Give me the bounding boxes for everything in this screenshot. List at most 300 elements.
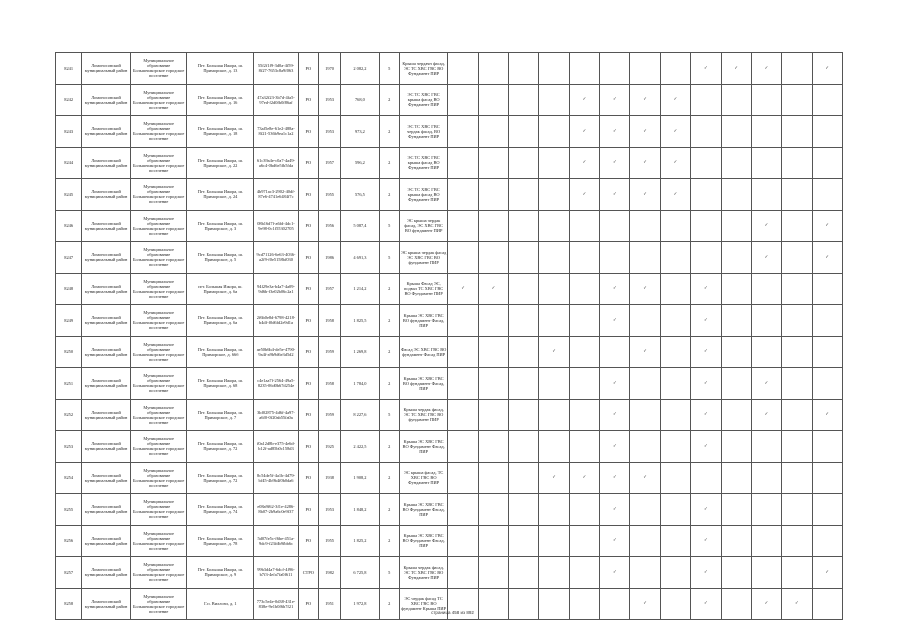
empty-check-cell xyxy=(539,399,569,431)
check-mark-icon: ✓ xyxy=(691,336,721,368)
empty-check-cell xyxy=(812,462,842,494)
empty-check-cell xyxy=(569,305,599,337)
empty-check-cell xyxy=(751,494,781,526)
empty-check-cell xyxy=(569,336,599,368)
table-row xyxy=(56,462,843,494)
empty-check-cell xyxy=(721,336,751,368)
code-cell: 73af5e8e-61e2-488a-8f21-536b9ea1c1a2 xyxy=(254,116,299,148)
empty-check-cell xyxy=(509,179,539,211)
code-cell: ae50b6b4-de5e-4790-9a4f-a9b9d6e3d5d2 xyxy=(254,336,299,368)
empty-check-cell xyxy=(448,147,478,179)
type-cell: РО xyxy=(298,588,318,620)
empty-check-cell xyxy=(812,84,842,116)
check-mark-icon: ✓ xyxy=(600,179,630,211)
row-number: 8254 xyxy=(56,462,82,494)
code-cell: 773c5e4e-0d38-431e-838e-9e1b0f6b7f21 xyxy=(254,588,299,620)
year-cell: 1953 xyxy=(318,494,340,526)
empty-check-cell xyxy=(448,242,478,274)
owner-cell: Муниципальное образование Большеижорское городское поселение xyxy=(130,431,187,463)
empty-check-cell xyxy=(630,305,660,337)
code-cell: 61c39a4e-c0a7-4a49-a6c4-0bd6e5fb5fda xyxy=(254,147,299,179)
area-cell: 2 422,5 xyxy=(341,431,379,463)
year-cell: 1986 xyxy=(318,242,340,274)
empty-check-cell xyxy=(721,84,751,116)
empty-check-cell xyxy=(660,525,690,557)
empty-check-cell xyxy=(782,116,812,148)
works-cell: ЭС крыша чердак фасад, ЭС ХВС ГВС ВО фундамент ПИР xyxy=(399,210,448,242)
owner-cell: Муниципальное образование Большеижорское городское поселение xyxy=(130,116,187,148)
empty-check-cell xyxy=(509,431,539,463)
empty-check-cell xyxy=(478,431,508,463)
check-mark-icon: ✓ xyxy=(630,588,660,620)
empty-check-cell xyxy=(721,399,751,431)
empty-check-cell xyxy=(660,462,690,494)
code-cell: 4b971ac3-2902-40df-87e6-4741e6484f7c xyxy=(254,179,299,211)
empty-check-cell xyxy=(509,84,539,116)
empty-check-cell xyxy=(630,557,660,589)
empty-check-cell xyxy=(782,462,812,494)
check-mark-icon: ✓ xyxy=(751,53,781,85)
table-row xyxy=(56,399,843,431)
area-cell: 1 825,2 xyxy=(341,525,379,557)
area-cell: 5 087,4 xyxy=(341,210,379,242)
check-mark-icon: ✓ xyxy=(751,588,781,620)
year-cell: 1953 xyxy=(318,84,340,116)
empty-check-cell xyxy=(721,273,751,305)
check-mark-icon: ✓ xyxy=(600,368,630,400)
empty-check-cell xyxy=(448,53,478,85)
address-cell: пгт. Большая Ижора, ш. Приморское, д. 6а xyxy=(187,273,254,305)
type-cell: РО xyxy=(298,399,318,431)
check-mark-icon: ✓ xyxy=(751,210,781,242)
district-cell: Ломоносовский муниципальный район xyxy=(82,336,131,368)
check-mark-icon: ✓ xyxy=(600,431,630,463)
works-cell: Фасад ЭС ХВС ГВС ВО фундамент Фасад ПИР xyxy=(399,336,448,368)
empty-check-cell xyxy=(721,525,751,557)
area-cell: 576,5 xyxy=(341,179,379,211)
empty-check-cell xyxy=(782,179,812,211)
area-cell: 2 082,2 xyxy=(341,53,379,85)
empty-check-cell xyxy=(782,147,812,179)
type-cell: РО xyxy=(298,242,318,274)
empty-check-cell xyxy=(509,557,539,589)
address-cell: Пгт. Большая Ижора, ш. Приморское, д. 66б xyxy=(187,336,254,368)
check-mark-icon: ✓ xyxy=(600,147,630,179)
year-cell: 1956 xyxy=(318,210,340,242)
empty-check-cell xyxy=(782,210,812,242)
address-cell: Пгт. Большая Ижора, ш. Приморское, д. 7 xyxy=(187,399,254,431)
code-cell: 8c54de5f-4a1b-4d79-bf45-4b9b4f0b0da6 xyxy=(254,462,299,494)
empty-check-cell xyxy=(660,368,690,400)
empty-check-cell xyxy=(509,494,539,526)
count-cell: 2 xyxy=(379,84,399,116)
address-cell: Пгт. Большая Ижора, ш. Приморское, д. 78 xyxy=(187,525,254,557)
empty-check-cell xyxy=(448,431,478,463)
empty-check-cell xyxy=(569,273,599,305)
check-mark-icon: ✓ xyxy=(569,147,599,179)
district-cell: Ломоносовский муниципальный район xyxy=(82,588,131,620)
empty-check-cell xyxy=(660,273,690,305)
row-number: 8241 xyxy=(56,53,82,85)
empty-check-cell xyxy=(812,305,842,337)
empty-check-cell xyxy=(600,53,630,85)
row-number: 8253 xyxy=(56,431,82,463)
empty-check-cell xyxy=(569,494,599,526)
check-mark-icon: ✓ xyxy=(569,116,599,148)
count-cell: 2 xyxy=(379,525,399,557)
empty-check-cell xyxy=(478,53,508,85)
empty-check-cell xyxy=(721,494,751,526)
district-cell: Ломоносовский муниципальный район xyxy=(82,462,131,494)
table-row xyxy=(56,431,843,463)
row-number: 8252 xyxy=(56,399,82,431)
empty-check-cell xyxy=(721,557,751,589)
count-cell: 2 xyxy=(379,431,399,463)
empty-check-cell xyxy=(569,399,599,431)
empty-check-cell xyxy=(630,431,660,463)
table-row xyxy=(56,557,843,589)
empty-check-cell xyxy=(600,242,630,274)
check-mark-icon: ✓ xyxy=(600,494,630,526)
address-cell: Пгт. Большая Ижора, ш. Приморское, д. 16 xyxy=(187,84,254,116)
empty-check-cell xyxy=(782,84,812,116)
empty-check-cell xyxy=(539,273,569,305)
area-cell: 1 908,2 xyxy=(341,462,379,494)
area-cell: 768,0 xyxy=(341,84,379,116)
empty-check-cell xyxy=(478,557,508,589)
year-cell: 1958 xyxy=(318,305,340,337)
empty-check-cell xyxy=(721,305,751,337)
empty-check-cell xyxy=(660,494,690,526)
empty-check-cell xyxy=(812,494,842,526)
works-cell: ЭС ТС ХВС ГВС крыша фасад ВО Фундамент ПИР xyxy=(399,147,448,179)
address-cell: Пгт. Большая Ижора, ш. Приморское, д. 3 xyxy=(187,210,254,242)
empty-check-cell xyxy=(478,116,508,148)
empty-check-cell xyxy=(448,494,478,526)
count-cell: 5 xyxy=(379,242,399,274)
check-mark-icon: ✓ xyxy=(751,242,781,274)
check-mark-icon: ✓ xyxy=(660,116,690,148)
address-cell: Пгт. Большая Ижора, ш. Приморское, д. 18 xyxy=(187,116,254,148)
check-mark-icon: ✓ xyxy=(812,399,842,431)
empty-check-cell xyxy=(751,305,781,337)
empty-check-cell xyxy=(509,53,539,85)
district-cell: Ломоносовский муниципальный район xyxy=(82,84,131,116)
check-mark-icon: ✓ xyxy=(691,273,721,305)
table-row xyxy=(56,84,843,116)
empty-check-cell xyxy=(448,84,478,116)
check-mark-icon: ✓ xyxy=(691,557,721,589)
row-number: 8250 xyxy=(56,336,82,368)
register-table-body xyxy=(56,53,843,620)
check-mark-icon: ✓ xyxy=(812,210,842,242)
district-cell: Ломоносовский муниципальный район xyxy=(82,210,131,242)
empty-check-cell xyxy=(812,179,842,211)
empty-check-cell xyxy=(600,210,630,242)
empty-check-cell xyxy=(812,336,842,368)
address-cell: Пгт. Большая Ижора, ш. Приморское, д. 74 xyxy=(187,494,254,526)
empty-check-cell xyxy=(630,210,660,242)
table-row xyxy=(56,494,843,526)
empty-check-cell xyxy=(630,494,660,526)
empty-check-cell xyxy=(751,84,781,116)
count-cell: 2 xyxy=(379,179,399,211)
address-cell: Пгт. Большая Ижора, ш. Приморское, д. 72 xyxy=(187,431,254,463)
empty-check-cell xyxy=(509,368,539,400)
empty-check-cell xyxy=(660,399,690,431)
check-mark-icon: ✓ xyxy=(478,273,508,305)
count-cell: 2 xyxy=(379,336,399,368)
check-mark-icon: ✓ xyxy=(448,273,478,305)
empty-check-cell xyxy=(660,53,690,85)
works-cell: Крыша чердак фасад, ЭС ТС ХВС ГВС ВО фундамент ПИР xyxy=(399,399,448,431)
empty-check-cell xyxy=(782,557,812,589)
table-row xyxy=(56,305,843,337)
type-cell: СТРО xyxy=(298,557,318,589)
works-cell: Крыша ЭС ХВС ГВС ВО Фундамент Фасад, ПИР xyxy=(399,431,448,463)
check-mark-icon: ✓ xyxy=(691,305,721,337)
count-cell: 2 xyxy=(379,147,399,179)
empty-check-cell xyxy=(782,431,812,463)
works-cell: Крыша чердак фасад, ЭС ТС ХВС ГВС ВО Фундамент ПИР xyxy=(399,557,448,589)
district-cell: Ломоносовский муниципальный район xyxy=(82,368,131,400)
empty-check-cell xyxy=(569,525,599,557)
code-cell: 55f2f1f9-3d0a-4f59-8f27-7653c8a9f063 xyxy=(254,53,299,85)
count-cell: 5 xyxy=(379,557,399,589)
empty-check-cell xyxy=(509,399,539,431)
empty-check-cell xyxy=(539,368,569,400)
area-cell: 973,2 xyxy=(341,116,379,148)
row-number: 8246 xyxy=(56,210,82,242)
area-cell: 4 691,3 xyxy=(341,242,379,274)
year-cell: 1970 xyxy=(318,53,340,85)
code-cell: 3bf02875-4d6f-4a97-a6f0-0f20ab55fa0a xyxy=(254,399,299,431)
empty-check-cell xyxy=(448,179,478,211)
empty-check-cell xyxy=(569,368,599,400)
year-cell: 1957 xyxy=(318,147,340,179)
works-cell: ЭС крыша фасад, ТС ХВС ГВС ВО Фундамент ПИР xyxy=(399,462,448,494)
empty-check-cell xyxy=(751,431,781,463)
empty-check-cell xyxy=(691,210,721,242)
empty-check-cell xyxy=(630,368,660,400)
empty-check-cell xyxy=(509,462,539,494)
empty-check-cell xyxy=(812,116,842,148)
works-cell: Крыша Фасад ЭС, подвал ТС ХВС ГВС ВО Фундамент ПИР xyxy=(399,273,448,305)
district-cell: Ломоносовский муниципальный район xyxy=(82,242,131,274)
row-number: 8251 xyxy=(56,368,82,400)
year-cell: 1953 xyxy=(318,116,340,148)
check-mark-icon: ✓ xyxy=(630,179,660,211)
empty-check-cell xyxy=(660,305,690,337)
owner-cell: Муниципальное образование Большеижорское городское поселение xyxy=(130,525,187,557)
district-cell: Ломоносовский муниципальный район xyxy=(82,557,131,589)
empty-check-cell xyxy=(478,242,508,274)
empty-check-cell xyxy=(509,242,539,274)
type-cell: РО xyxy=(298,305,318,337)
empty-check-cell xyxy=(509,525,539,557)
table-row xyxy=(56,210,843,242)
type-cell: РО xyxy=(298,431,318,463)
check-mark-icon: ✓ xyxy=(691,494,721,526)
type-cell: РО xyxy=(298,525,318,557)
owner-cell: Муниципальное образование Большеижорское городское поселение xyxy=(130,557,187,589)
year-cell: 1959 xyxy=(318,399,340,431)
empty-check-cell xyxy=(751,336,781,368)
row-number: 8244 xyxy=(56,147,82,179)
works-cell: Крыша ЭС ХВС ГВС ВО Фундамент Фасад, ПИР xyxy=(399,525,448,557)
district-cell: Ломоносовский муниципальный район xyxy=(82,179,131,211)
empty-check-cell xyxy=(630,525,660,557)
empty-check-cell xyxy=(812,273,842,305)
check-mark-icon: ✓ xyxy=(600,116,630,148)
owner-cell: Муниципальное образование Большеижорское городское поселение xyxy=(130,179,187,211)
empty-check-cell xyxy=(569,557,599,589)
empty-check-cell xyxy=(569,53,599,85)
type-cell: РО xyxy=(298,116,318,148)
check-mark-icon: ✓ xyxy=(751,368,781,400)
check-mark-icon: ✓ xyxy=(782,588,812,620)
empty-check-cell xyxy=(448,399,478,431)
table-row xyxy=(56,336,843,368)
empty-check-cell xyxy=(630,242,660,274)
empty-check-cell xyxy=(539,84,569,116)
area-cell: 1 825,5 xyxy=(341,305,379,337)
register-table xyxy=(55,52,843,620)
check-mark-icon: ✓ xyxy=(569,84,599,116)
empty-check-cell xyxy=(509,210,539,242)
code-cell: 94f29e3a-b4a7-4a09-9d6b-f3e02b06c2a1 xyxy=(254,273,299,305)
count-cell: 5 xyxy=(379,399,399,431)
count-cell: 2 xyxy=(379,116,399,148)
count-cell: 2 xyxy=(379,588,399,620)
type-cell: РО xyxy=(298,462,318,494)
check-mark-icon: ✓ xyxy=(660,179,690,211)
empty-check-cell xyxy=(782,494,812,526)
address-cell: Г.п. Виллози, д. 1 xyxy=(187,588,254,620)
empty-check-cell xyxy=(721,462,751,494)
empty-check-cell xyxy=(478,462,508,494)
district-cell: Ломоносовский муниципальный район xyxy=(82,273,131,305)
code-cell: e08a9f62-3f1e-4286-8b07-2b9a6c0e9f37 xyxy=(254,494,299,526)
district-cell: Ломоносовский муниципальный район xyxy=(82,525,131,557)
check-mark-icon: ✓ xyxy=(600,84,630,116)
area-cell: 1 848,2 xyxy=(341,494,379,526)
page-footer: страница 458 из 892 xyxy=(431,610,474,615)
empty-check-cell xyxy=(691,242,721,274)
works-cell: Крыша чердачн фасад, ЭС ТС ХВС ГВС ВО Фундамент ПИР xyxy=(399,53,448,85)
works-cell: ЭС ТС ХВС ГВС чердак фасад, ВО Фундамент ПИР xyxy=(399,116,448,148)
area-cell: 596,2 xyxy=(341,147,379,179)
table-row xyxy=(56,147,843,179)
empty-check-cell xyxy=(782,242,812,274)
empty-check-cell xyxy=(782,525,812,557)
empty-check-cell xyxy=(751,147,781,179)
type-cell: РО xyxy=(298,179,318,211)
address-cell: Пгт. Большая Ижора, ш. Приморское, д. 68 xyxy=(187,368,254,400)
empty-check-cell xyxy=(569,242,599,274)
check-mark-icon: ✓ xyxy=(660,147,690,179)
empty-check-cell xyxy=(691,147,721,179)
address-cell: Пгт. Большая Ижора, ш. Приморское, д. 9 xyxy=(187,557,254,589)
empty-check-cell xyxy=(478,179,508,211)
row-number: 8243 xyxy=(56,116,82,148)
type-cell: РО xyxy=(298,210,318,242)
owner-cell: Муниципальное образование Большеижорское городское поселение xyxy=(130,84,187,116)
code-cell: 2f6b0e8d-6798-4218-b4df-f0d6fd2e9d1a xyxy=(254,305,299,337)
empty-check-cell xyxy=(782,336,812,368)
empty-check-cell xyxy=(751,462,781,494)
count-cell: 2 xyxy=(379,368,399,400)
row-number: 8247 xyxy=(56,242,82,274)
empty-check-cell xyxy=(478,494,508,526)
empty-check-cell xyxy=(539,494,569,526)
district-cell: Ломоносовский муниципальный район xyxy=(82,116,131,148)
check-mark-icon: ✓ xyxy=(600,462,630,494)
check-mark-icon: ✓ xyxy=(751,399,781,431)
area-cell: 1 784,0 xyxy=(341,368,379,400)
address-cell: Пгт. Большая Ижора, ш. Приморское, д. 24 xyxy=(187,179,254,211)
empty-check-cell xyxy=(539,53,569,85)
district-cell: Ломоносовский муниципальный район xyxy=(82,431,131,463)
empty-check-cell xyxy=(660,210,690,242)
owner-cell: Муниципальное образование Большеижорское городское поселение xyxy=(130,210,187,242)
empty-check-cell xyxy=(448,210,478,242)
row-number: 8257 xyxy=(56,557,82,589)
type-cell: РО xyxy=(298,53,318,85)
empty-check-cell xyxy=(812,368,842,400)
district-cell: Ломоносовский муниципальный район xyxy=(82,147,131,179)
empty-check-cell xyxy=(509,273,539,305)
owner-cell: Муниципальное образование Большеижорское городское поселение xyxy=(130,273,187,305)
empty-check-cell xyxy=(539,525,569,557)
check-mark-icon: ✓ xyxy=(691,368,721,400)
empty-check-cell xyxy=(782,53,812,85)
check-mark-icon: ✓ xyxy=(812,557,842,589)
check-mark-icon: ✓ xyxy=(569,179,599,211)
area-cell: 6 725,8 xyxy=(341,557,379,589)
check-mark-icon: ✓ xyxy=(691,53,721,85)
check-mark-icon: ✓ xyxy=(630,273,660,305)
empty-check-cell xyxy=(448,336,478,368)
area-cell: 1 972,8 xyxy=(341,588,379,620)
empty-check-cell xyxy=(448,368,478,400)
table-row xyxy=(56,525,843,557)
empty-check-cell xyxy=(721,210,751,242)
owner-cell: Муниципальное образование Большеижорское городское поселение xyxy=(130,147,187,179)
code-cell: 47a32f23-3b7d-4fa5-97ed-f2d0fb0f86af xyxy=(254,84,299,116)
check-mark-icon: ✓ xyxy=(660,84,690,116)
works-cell: Крыша ЭС ХВС ГВС ВО фундамент Фасад, ПИР xyxy=(399,368,448,400)
district-cell: Ломоносовский муниципальный район xyxy=(82,53,131,85)
empty-check-cell xyxy=(751,273,781,305)
check-mark-icon: ✓ xyxy=(691,431,721,463)
empty-check-cell xyxy=(478,84,508,116)
empty-check-cell xyxy=(539,242,569,274)
empty-check-cell xyxy=(812,431,842,463)
check-mark-icon: ✓ xyxy=(569,462,599,494)
owner-cell: Муниципальное образование Большеижорское городское поселение xyxy=(130,336,187,368)
works-cell: Крыша ЭС ХВС ГВС ВО фундамент Фасад, ПИР xyxy=(399,305,448,337)
empty-check-cell xyxy=(448,525,478,557)
year-cell: 1959 xyxy=(318,336,340,368)
count-cell: 2 xyxy=(379,305,399,337)
row-number: 8248 xyxy=(56,273,82,305)
empty-check-cell xyxy=(539,210,569,242)
check-mark-icon: ✓ xyxy=(630,147,660,179)
empty-check-cell xyxy=(691,179,721,211)
owner-cell: Муниципальное образование Большеижорское городское поселение xyxy=(130,242,187,274)
year-cell: 1958 xyxy=(318,368,340,400)
